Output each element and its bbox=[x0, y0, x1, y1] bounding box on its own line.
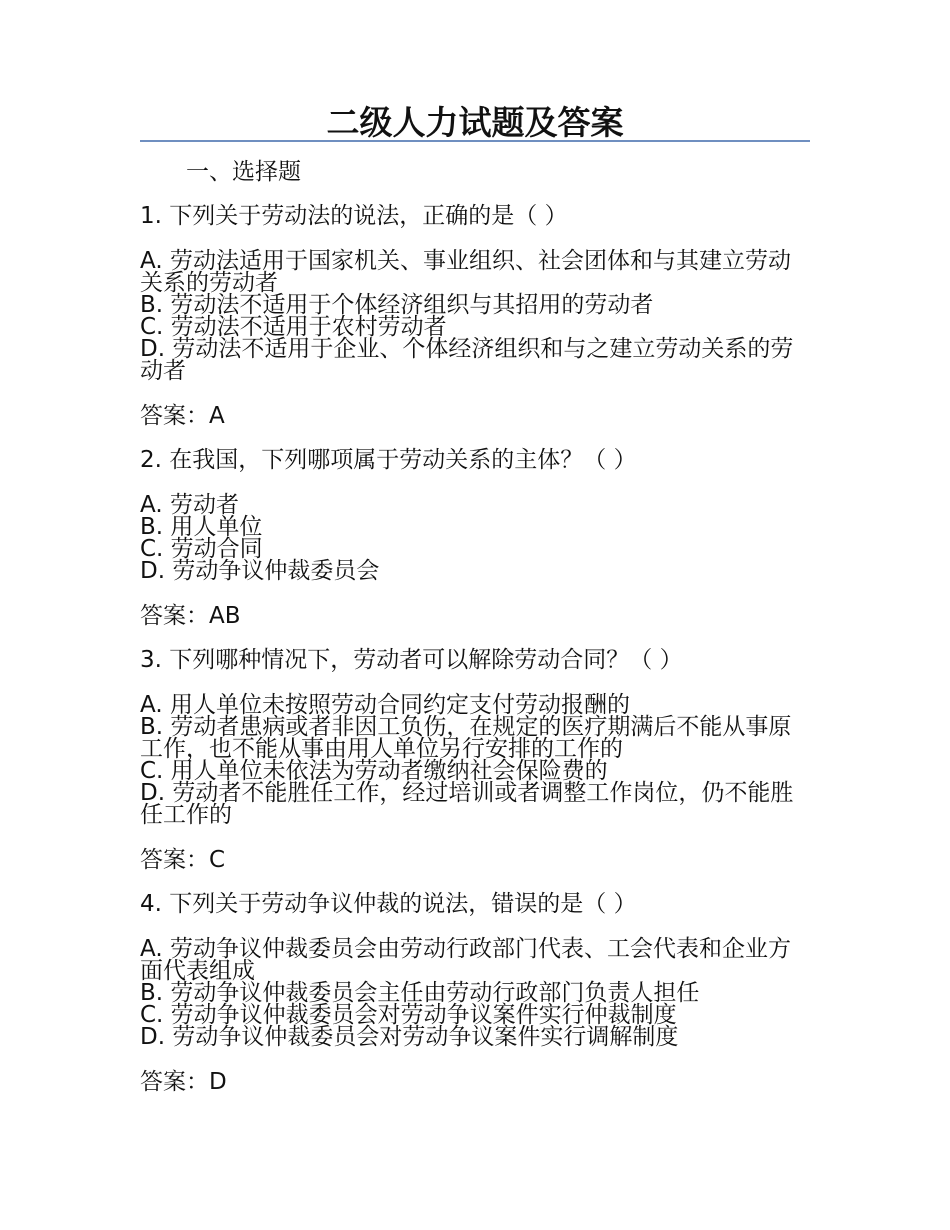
answer-value: D bbox=[209, 1069, 227, 1095]
option-c: C. 用人单位未依法为劳动者缴纳社会保险费的 bbox=[140, 758, 608, 784]
option-b: B. 用人单位 bbox=[140, 514, 263, 540]
option-d: D. 劳动争议仲裁委员会 bbox=[140, 558, 380, 584]
answer-line bbox=[140, 1066, 810, 1098]
option-d: D. 劳动者不能胜任工作，经过培训或者调整工作岗位，仍不能胜任工作的 bbox=[140, 780, 794, 828]
question-block bbox=[140, 200, 810, 432]
option-a: A. 用人单位未按照劳动合同约定支付劳动报酬的 bbox=[140, 692, 630, 718]
answer-line bbox=[140, 600, 810, 632]
question-text: 4. 下列关于劳动争议仲裁的说法，错误的是（ ） bbox=[140, 891, 637, 917]
section-heading: 一、选择题 bbox=[186, 159, 301, 185]
document-title: 二级人力试题及答案 bbox=[326, 103, 624, 142]
option-d: D. 劳动法不适用于企业、个体经济组织和与之建立劳动关系的劳动者 bbox=[140, 336, 794, 384]
option-b: B. 劳动争议仲裁委员会主任由劳动行政部门负责人担任 bbox=[140, 980, 700, 1006]
option-list bbox=[140, 694, 810, 826]
option-list bbox=[140, 250, 810, 382]
answer-line bbox=[140, 844, 810, 876]
option-list bbox=[140, 494, 810, 582]
option-c: C. 劳动争议仲裁委员会对劳动争议案件实行仲裁制度 bbox=[140, 1002, 677, 1028]
answer-label: 答案： bbox=[140, 603, 209, 629]
document-page bbox=[140, 100, 810, 1098]
question-list bbox=[140, 200, 810, 1098]
question-text: 3. 下列哪种情况下，劳动者可以解除劳动合同？（ ） bbox=[140, 647, 683, 673]
question-block bbox=[140, 444, 810, 632]
option-c: C. 劳动合同 bbox=[140, 536, 263, 562]
answer-label: 答案： bbox=[140, 1069, 209, 1095]
question-text: 2. 在我国，下列哪项属于劳动关系的主体？（ ） bbox=[140, 447, 637, 473]
question-text: 1. 下列关于劳动法的说法，正确的是（ ） bbox=[140, 203, 568, 229]
answer-line bbox=[140, 400, 810, 432]
answer-label: 答案： bbox=[140, 847, 209, 873]
question-block bbox=[140, 644, 810, 876]
answer-label: 答案： bbox=[140, 403, 209, 429]
answer-value: A bbox=[209, 403, 225, 429]
option-a: A. 劳动者 bbox=[140, 492, 239, 518]
question-block bbox=[140, 888, 810, 1098]
answer-value: AB bbox=[209, 603, 241, 629]
option-d: D. 劳动争议仲裁委员会对劳动争议案件实行调解制度 bbox=[140, 1024, 679, 1050]
option-a: A. 劳动争议仲裁委员会由劳动行政部门代表、工会代表和企业方面代表组成 bbox=[140, 936, 791, 984]
option-b: B. 劳动法不适用于个体经济组织与其招用的劳动者 bbox=[140, 292, 654, 318]
option-b: B. 劳动者患病或者非因工负伤，在规定的医疗期满后不能从事原工作，也不能从事由用人单位另行安排的工作的 bbox=[140, 714, 792, 762]
option-list bbox=[140, 938, 810, 1048]
option-a: A. 劳动法适用于国家机关、事业组织、社会团体和与其建立劳动关系的劳动者 bbox=[140, 248, 791, 296]
option-c: C. 劳动法不适用于农村劳动者 bbox=[140, 314, 447, 340]
answer-value: C bbox=[209, 847, 226, 873]
